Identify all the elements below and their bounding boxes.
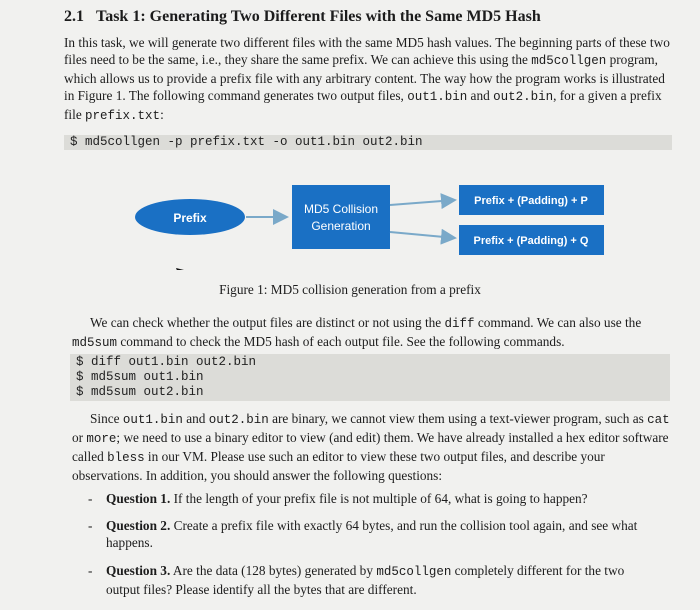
question-text: Create a prefix file with exactly 64 bytes, and run the collision tool again, and see what happens. [106, 518, 638, 550]
command-line: $ md5sum out1.bin [76, 370, 204, 384]
intro-text-1: In this task, we will generate two different files with the same MD5 hash values. The beginning parts of these two files need to be the same, i.e., they share the same prefix. We can achieve this using the [64, 35, 670, 67]
command-line: $ md5collgen -p prefix.txt -o out1.bin out2.bin [70, 135, 423, 149]
prefix-label: Prefix [173, 211, 207, 225]
bless-code: bless [107, 451, 145, 465]
check-paragraph [72, 314, 676, 352]
out2-code: out2.bin [208, 413, 269, 427]
out2-code: out2.bin [493, 90, 554, 104]
question-text: Are the data (128 bytes) generated by [170, 563, 377, 578]
check-text-3: command to check the MD5 hash of each output file. See the following commands. [117, 334, 565, 349]
question-bullet: - [88, 491, 93, 506]
intro-text-4: : [160, 107, 164, 122]
prefix-code: prefix.txt [85, 109, 161, 123]
out1-code: out1.bin [122, 413, 183, 427]
question-label: Question 2. [106, 518, 171, 533]
check-text-2: command. We can also use the [474, 315, 642, 330]
since-text-1: Since [90, 411, 123, 426]
section-number: 2.1 [64, 8, 84, 25]
section-title: Task 1: Generating Two Different Files with the Same MD5 Hash [96, 8, 541, 25]
md5collgen-code: md5collgen [531, 54, 607, 68]
intro-text-3: , for a given a prefix file [64, 88, 662, 122]
since-text-2: are binary, we cannot view them using a text-viewer program, such as [268, 411, 648, 426]
intro-text-2: program, which allows us to provide a prefix file with any arbitrary content. The way how the program works is illustrated in Figure 1. The following command generates two output files, [64, 52, 665, 103]
diff-code: diff [444, 317, 475, 331]
md5sum-code: md5sum [72, 336, 118, 350]
mouse-pointer-icon [176, 268, 184, 270]
generator-label-1: MD5 Collision [303, 202, 379, 216]
question-text: completely different for the two output files? Please identify all the bytes that are different. [106, 563, 625, 597]
arrow-to-output-p [390, 200, 455, 205]
output-p-label: Prefix + (Padding) + P [474, 195, 588, 207]
since-text-4: in our VM. Please use such an editor to view these two output files, and describe your observations. In addition, you should answer the following questions: [72, 449, 605, 483]
arrow-to-output-q [390, 232, 455, 238]
question-label: Question 1. [106, 491, 171, 506]
question-text: If the length of your prefix file is not multiple of 64, what is going to happen? [170, 491, 588, 506]
collision-diagram [0, 0, 700, 270]
generator-label-2: Generation [311, 219, 371, 233]
check-text-1: We can check whether the output files are distinct or not using the [90, 315, 445, 330]
out1-code: out1.bin [407, 90, 468, 104]
generator-box [292, 185, 390, 249]
since-or: or [72, 430, 87, 445]
question-bullet: - [88, 518, 93, 533]
md5collgen-code: md5collgen [376, 565, 452, 579]
more-code: more [86, 432, 117, 446]
command-line: $ diff out1.bin out2.bin [76, 355, 257, 369]
since-and: and [182, 411, 209, 426]
command-box-2 [70, 354, 670, 401]
output-q-label: Prefix + (Padding) + Q [473, 235, 589, 247]
since-paragraph [72, 410, 672, 484]
question-label: Question 3. [106, 563, 171, 578]
command-line: $ md5sum out2.bin [76, 385, 204, 399]
intro-and: and [467, 88, 494, 103]
question-bullet: - [88, 563, 93, 578]
figure-caption: Figure 1: MD5 collision generation from a prefix [219, 282, 481, 297]
since-text-3: ; we need to use a binary editor to view (and edit) them. We have already installed a hex editor software called [72, 430, 669, 464]
cat-code: cat [647, 413, 670, 427]
